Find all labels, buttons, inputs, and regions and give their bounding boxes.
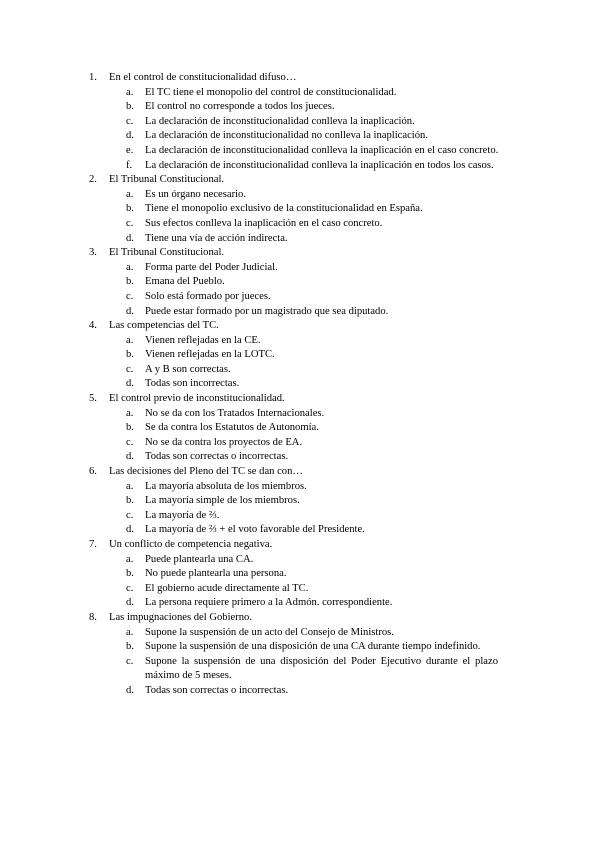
option-text: Emana del Pueblo. xyxy=(145,276,225,288)
answer-option xyxy=(0,480,600,495)
answer-option xyxy=(0,115,600,130)
question-1 xyxy=(0,71,600,86)
option-text: Todas son correctas o incorrectas. xyxy=(145,451,289,463)
option-letter: b. xyxy=(126,422,134,434)
answer-option xyxy=(0,567,600,582)
option-letter: a. xyxy=(126,407,134,419)
question-number: 1. xyxy=(89,72,97,83)
question-5 xyxy=(0,392,600,407)
answer-option xyxy=(0,217,600,232)
option-text: Supone la suspensión de una disposición de una CA durante tiempo indefinido. xyxy=(145,641,481,653)
question-text: Un conflicto de competencia negativa. xyxy=(109,539,273,550)
option-letter: b. xyxy=(126,203,134,215)
option-text: Todas son incorrectas. xyxy=(145,378,240,390)
option-letter: b. xyxy=(126,101,134,113)
option-text: Supone la suspensión de un acto del Consejo de Ministros. xyxy=(145,626,394,638)
option-text: Puede estar formado por un magistrado que sea diputado. xyxy=(145,305,389,317)
option-letter: d. xyxy=(126,130,134,142)
option-letter: d. xyxy=(126,597,134,609)
option-text: La declaración de inconstitucionalidad conlleva la inaplicación. xyxy=(145,115,415,127)
answer-option xyxy=(0,655,600,684)
option-letter: c. xyxy=(126,509,134,521)
option-letter: d. xyxy=(126,451,134,463)
option-text: Vienen reflejadas en la CE. xyxy=(145,334,261,346)
option-letter: b. xyxy=(126,349,134,361)
option-text: Todas son correctas o incorrectas. xyxy=(145,684,289,696)
option-text: Se da contra los Estatutos de Autonomía. xyxy=(145,422,319,434)
option-letter: c. xyxy=(126,655,134,667)
option-text: No se da con los Tratados Internacionales. xyxy=(145,407,325,419)
option-text: La declaración de inconstitucionalidad no conlleva la inaplicación. xyxy=(145,130,428,142)
question-number: 7. xyxy=(89,539,97,550)
question-6 xyxy=(0,465,600,480)
answer-option xyxy=(0,159,600,174)
answer-option xyxy=(0,509,600,524)
answer-option xyxy=(0,640,600,655)
question-number: 4. xyxy=(89,320,97,332)
option-letter: c. xyxy=(126,436,134,448)
option-letter: d. xyxy=(126,684,134,696)
answer-option xyxy=(0,100,600,115)
question-8 xyxy=(0,611,600,626)
answer-option xyxy=(0,494,600,509)
question-2 xyxy=(0,173,600,188)
option-text: La mayoría de ⅔. xyxy=(145,509,220,521)
option-text: El TC tiene el monopolio del control de constitucionalidad. xyxy=(145,86,397,98)
option-letter: b. xyxy=(126,641,134,653)
option-letter: d. xyxy=(126,524,134,536)
option-text: Vienen reflejadas en la LOTC. xyxy=(145,349,275,361)
option-text: La mayoría simple de los miembros. xyxy=(145,495,300,507)
option-letter: e. xyxy=(126,144,134,156)
answer-option xyxy=(0,363,600,378)
option-letter: c. xyxy=(126,363,134,375)
option-text: Forma parte del Poder Judicial. xyxy=(145,261,278,273)
option-letter: c. xyxy=(126,582,134,594)
question-text: El Tribunal Constitucional. xyxy=(109,174,225,186)
answer-option xyxy=(0,261,600,276)
option-letter: a. xyxy=(126,626,134,638)
option-text: Sus efectos conlleva la inaplicación en el caso concreto. xyxy=(145,217,383,229)
answer-option xyxy=(0,144,600,159)
option-text: A y B son correctas. xyxy=(145,363,231,375)
question-text: El control previo de inconstitucionalidad. xyxy=(109,393,285,405)
option-letter: c. xyxy=(126,217,134,229)
question-3 xyxy=(0,246,600,261)
option-text: Solo está formado por jueces. xyxy=(145,290,271,302)
option-letter: d. xyxy=(126,232,134,244)
option-letter: a. xyxy=(126,334,134,346)
option-text: La mayoría de ⅔ + el voto favorable del Presidente. xyxy=(145,524,365,536)
question-number: 5. xyxy=(89,393,97,405)
option-letter: a. xyxy=(126,86,134,98)
question-text: Las decisiones del Pleno del TC se dan con… xyxy=(109,466,303,478)
option-letter: b. xyxy=(126,276,134,288)
answer-option xyxy=(0,290,600,305)
question-number: 3. xyxy=(89,247,97,259)
answer-option xyxy=(0,684,600,699)
option-text: No se da contra los proyectos de EA. xyxy=(145,436,303,448)
answer-option xyxy=(0,582,600,597)
option-text: No puede plantearla una persona. xyxy=(145,568,287,580)
answer-option xyxy=(0,188,600,203)
answer-option xyxy=(0,553,600,568)
option-letter: a. xyxy=(126,480,134,492)
answer-option xyxy=(0,436,600,451)
option-letter: d. xyxy=(126,378,134,390)
question-list xyxy=(0,71,600,699)
answer-option xyxy=(0,377,600,392)
answer-option xyxy=(0,232,600,247)
question-4 xyxy=(0,319,600,334)
option-letter: b. xyxy=(126,495,134,507)
answer-option xyxy=(0,202,600,217)
question-text: Las impugnaciones del Gobierno. xyxy=(109,611,252,623)
option-text: La declaración de inconstitucionalidad conlleva la inaplicación en el caso concreto. xyxy=(145,144,499,156)
question-text: En el control de constitucionalidad difuso… xyxy=(109,72,297,83)
option-letter: a. xyxy=(126,188,134,200)
option-letter: c. xyxy=(126,115,134,127)
option-text: Tiene una vía de acción indirecta. xyxy=(145,232,288,244)
option-text: Es un órgano necesario. xyxy=(145,188,247,200)
option-letter: a. xyxy=(126,261,134,273)
answer-option xyxy=(0,407,600,422)
answer-option xyxy=(0,305,600,320)
option-letter: c. xyxy=(126,290,134,302)
option-text: Supone la suspensión de una disposición del Poder Ejecutivo durante el plazo máximo de 5 meses. xyxy=(145,655,498,682)
option-text: La mayoría absoluta de los miembros. xyxy=(145,480,307,492)
question-number: 6. xyxy=(89,466,97,478)
answer-option xyxy=(0,450,600,465)
option-text: La declaración de inconstitucionalidad conlleva la inaplicación en todos los casos. xyxy=(145,159,494,171)
answer-option xyxy=(0,596,600,611)
option-text: El gobierno acude directamente al TC. xyxy=(145,582,309,594)
answer-option xyxy=(0,348,600,363)
option-letter: d. xyxy=(126,305,134,317)
option-letter: a. xyxy=(126,553,134,565)
option-text: La persona requiere primero a la Admón. correspondiente. xyxy=(145,597,393,609)
question-text: Las competencias del TC. xyxy=(109,320,219,332)
answer-option xyxy=(0,129,600,144)
question-7 xyxy=(0,538,600,553)
answer-option xyxy=(0,626,600,641)
question-number: 2. xyxy=(89,174,97,186)
answer-option xyxy=(0,334,600,349)
option-letter: f. xyxy=(126,159,133,171)
option-text: Puede plantearla una CA. xyxy=(145,553,254,565)
answer-option xyxy=(0,421,600,436)
answer-option xyxy=(0,523,600,538)
option-letter: b. xyxy=(126,568,134,580)
answer-option xyxy=(0,275,600,290)
question-number: 8. xyxy=(89,611,97,623)
answer-option xyxy=(0,86,600,101)
option-text: Tiene el monopolio exclusivo de la constitucionalidad en España. xyxy=(145,203,423,215)
option-text: El control no corresponde a todos los jueces. xyxy=(145,101,335,113)
question-text: El Tribunal Constitucional. xyxy=(109,247,225,259)
